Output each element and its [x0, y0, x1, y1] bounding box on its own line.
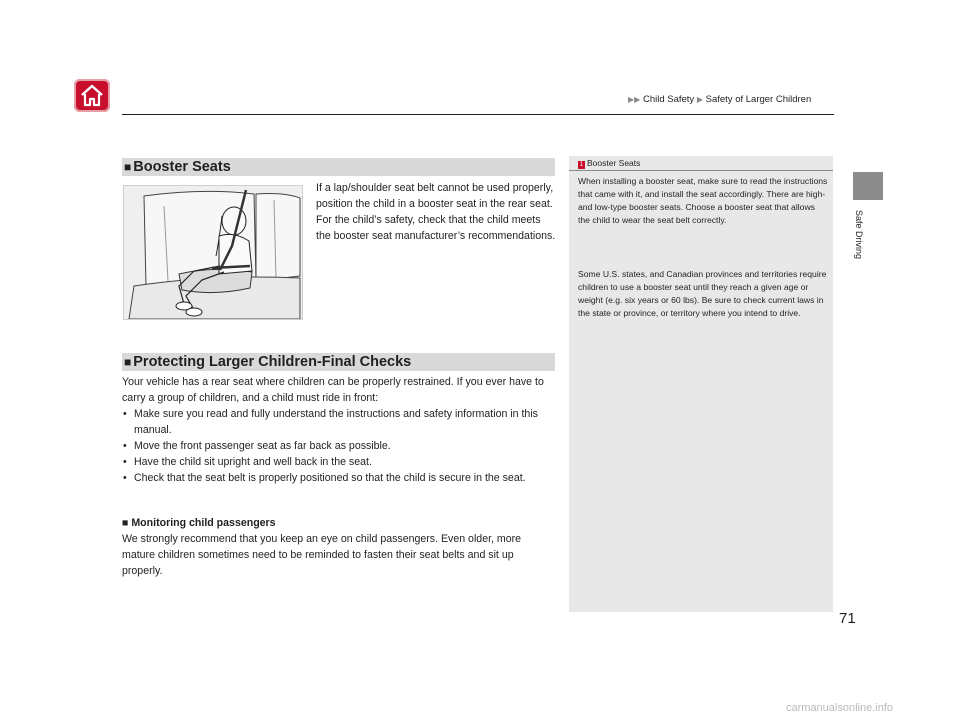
- square-bullet-icon: ■: [122, 517, 129, 529]
- page-number: 71: [839, 610, 856, 627]
- list-item: • Make sure you read and fully understand the instructions and safety information in this manual.: [123, 408, 538, 436]
- watermark: carmanualsonline.info: [786, 702, 894, 714]
- booster-intro-text: If a lap/shoulder seat belt cannot be used properly, position the child in a booster seat in the rear seat. For the child’s safety, check that the child meets the booster seat manufacturer’s recommendations.: [316, 182, 556, 242]
- breadcrumb-item-child-safety[interactable]: Child Safety: [642, 94, 695, 105]
- sidebar-note-text: Some U.S. states, and Canadian provinces and territories require children to use a booster seat until they reach a given age or weight (e.g. six years or 60 lbs). Be sure to check current laws in the state or province, or territory where you intend to drive.: [578, 269, 827, 319]
- breadcrumb-item-current: Safety of Larger Children: [705, 94, 812, 105]
- note-number-badge: 1: [579, 162, 584, 168]
- sidebar-note-title: 1 Booster Seats: [579, 158, 641, 168]
- chapter-tab-label: Safe Driving: [854, 210, 864, 260]
- square-bullet-icon: ■: [124, 355, 132, 369]
- subheading-monitoring: ■ Monitoring child passengers: [122, 517, 276, 529]
- list-item: • Check that the seat belt is properly positioned so that the child is secure in the seat.: [123, 471, 526, 484]
- sidebar-note-text: When installing a booster seat, make sure to read the instructions that came with it, and install the seat accordingly. There are high- and low-type booster seats. Choose a booster seat that allows the child to wear the seat belt correctly.: [578, 176, 828, 226]
- monitoring-paragraph: We strongly recommend that you keep an eye on child passengers. Even older, more mature children sometimes need to be reminded to fasten their seat belts and sit up properly.: [122, 533, 522, 577]
- final-checks-list: [122, 407, 556, 487]
- chevron-right-icon: ▶▶: [628, 95, 641, 104]
- chapter-tab-marker: [853, 172, 883, 200]
- final-checks-paragraph: Your vehicle has a rear seat where children can be properly restrained. If you ever have to carry a group of children, and a child must ride in front:: [122, 376, 544, 404]
- chevron-right-icon: ▶: [696, 95, 703, 104]
- booster-seat-illustration: [123, 185, 303, 320]
- header-divider: [122, 114, 834, 115]
- home-button[interactable]: [74, 79, 110, 112]
- section-heading-booster-seats: ■ Booster Seats: [122, 158, 555, 176]
- section-heading-final-checks: ■ Protecting Larger Children-Final Checks: [122, 353, 555, 371]
- list-item: • Move the front passenger seat as far back as possible.: [123, 439, 391, 452]
- square-bullet-icon: ■: [124, 160, 132, 174]
- breadcrumb: [628, 94, 811, 105]
- home-icon: [79, 83, 105, 108]
- list-item: • Have the child sit upright and well back in the seat.: [123, 455, 372, 468]
- sidebar-divider: [569, 170, 833, 171]
